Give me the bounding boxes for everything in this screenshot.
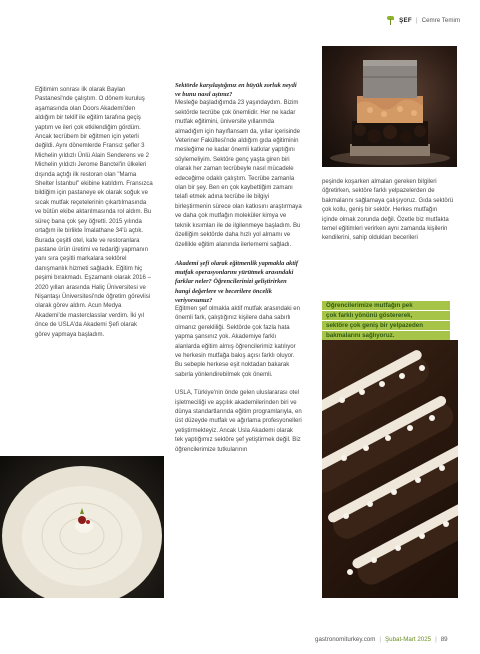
layered-cake-photo (322, 46, 457, 167)
body-paragraph: Eğitimim sonrası ilk olarak Baylan Pastanesi'nde çalıştım. O dönem kuruluş aşamasında olan Doors Akademi'den aldığım bir teklif ile eğitim tarafına geçiş yaptım ve ileri çok etkilendiğim gördüm. Ancak tecrübem bir eğitmen için yeterli değildi. Aynı dönemlerde Fransız şefler 3 Michelin yıldızlı Ünlü Alain Senderens ve 2 Michelin yıldızlı Jerome Banctel'in ülkeleri dışında açtığı ilk restoran olan "Mama Shelter İstanbul" ekibine katıldım. Fransızca bildiğim için pastaneye ek olarak soğuk ve sıcak mutfak reçetelerinin çıkartılmasında ve bütün ekibe aktarılmasında rol aldım. Bu süreç bana çok şey öğretti. 2015 yılında ortağım ile birlikte İmalathane 34'ü açtık. Burada çeşitli otel, kafe ve restoranlara pastane ürün üretimi ve tedariği yapmanın yanı sıra çeşitli markalara sektörel danışmanlık hizmeti sağladık. Eğitim hiç peşimi bırakmadı. Eşzamanlı olarak 2016 – 2020 yılları arasında Haliç Üniversitesi ve Nişantaşı Üniversitesi'nde öğretim görevlisi olarak görev aldım. Acun Medya Akademi'de masterclasslar verdim. İki yıl önce de USLA'da Akademi Şefi olarak görev yapmaya başladım. (35, 87, 153, 338)
column-three (322, 178, 454, 244)
interview-answer: USLA, Türkiye'nin önde gelen uluslararası otel işletmeciliği ve aşçılık akademilerinden biri ve dünya standartlarında eğitim programlarıyla, en üst düzeyde mutfak ve ağırlama profesyonelleri yetiştirmekteyiz. Ancak Usla Akademi olarak tek yaptığımız sektöre şef yetiştirmek değil. Biz öğrencilerimize tutkularının (175, 390, 302, 453)
page-header (386, 14, 460, 26)
pull-quote-line: çok farklı yönünü göstererek, (322, 311, 450, 320)
pull-quote-line: sektöre çok geniş bir yelpazeden (322, 321, 450, 330)
pull-quote-line: bakmalarını sağlıyoruz. (322, 331, 450, 340)
column-one (35, 86, 153, 340)
footer-separator: | (435, 636, 437, 643)
leaf-logo-icon (386, 16, 395, 25)
column-two (175, 81, 302, 455)
footer-site: gastronomiturkey.com (315, 636, 376, 643)
plated-dessert-photo (0, 456, 164, 598)
section-label: ŞEF (399, 16, 412, 24)
footer-issue: Şubat-Mart 2025 (385, 636, 432, 643)
body-paragraph: peşinde koşarken almaları gereken bilgileri öğretirken, sektöre farklı yelpazelerden de bakmalarını sağlamaya çalışıyoruz. Gıda sektörü çok kollu, geniş bir sektör. Herkes mutfağın içinde olmak zorunda değil. Özetle biz mutfakta temel eğitimleri verirken aynı zamanda kişilerin kendilerini, sahip oldukları becerileri (322, 179, 454, 242)
pull-quote (322, 301, 450, 341)
interview-answer: Eğitmen şef olmakla aktif mutfak arasındaki en önemli fark, çalıştığınız kişilere daha sabırlı olmanız gerekliliği. Sektörde çok fazla hata yapma şansınız yok. Akademiye farklı alanlarda eğitim almış öğrencilerimiz katılıyor ve herkesin mutfağa bakış açısı farklı oluyor. Bu sebeple herkese eşit noktadan bakarak sabırla yönlendirebilmek çok önemli. (175, 305, 301, 378)
author-name: Cemre Temim (421, 16, 460, 24)
footer-separator: | (379, 636, 382, 643)
interview-question: Sektörde karşılaştığınız en büyük zorluk neydi ve bunu nasıl aştınız? (175, 82, 297, 99)
page-number: 89 (440, 636, 448, 643)
interview-answer: Mesleğe başladığımda 23 yaşındaydım. Bizim sektörde tecrübe çok önemlidir. Her ne kadar mutfak eğitimini, üniversite yıllarımda almadığım için hayıflansam da, yıllar içerisinde Veteriner Fakültesi'nde aldığım gıda eğitiminin mesleğime ne kadar önemli katkılar yaptığını söylemeliyim. Sektöre genç yaşta giren biri olarak her zaman tecrübeyle nasıl mücadele edeceğime odaklı çalıştım. Tecrübe zamanla olan bir şey. Ben en çok kaybettiğim zamanı telafi etmek adına tecrübe ile bilgiyi birleştirmenin sürece olan katkısını araştırmaya ve daha çok mutfağın moleküler kimya ve teknik kısımları ile de ilgilenmeye başladım. Bu özelliğim sektörde daha hızlı yol almamı ve özellikle eğitim alanında ilerlememi sağladı. (175, 100, 302, 248)
page-footer (315, 636, 448, 643)
eclair-platter-photo (322, 340, 458, 598)
header-separator: | (416, 16, 418, 24)
pull-quote-line: Öğrencilerimize mutfağın pek (322, 301, 450, 310)
interview-question: Akademi şefi olarak eğitmenlik yapmakla aktif mutfak operasyonlarını yürütmek arasındaki farklar neler? Öğrencilerinizi geliştirirken hangi değerlere ve becerilere öncelik veriyorsunuz? (175, 259, 299, 304)
